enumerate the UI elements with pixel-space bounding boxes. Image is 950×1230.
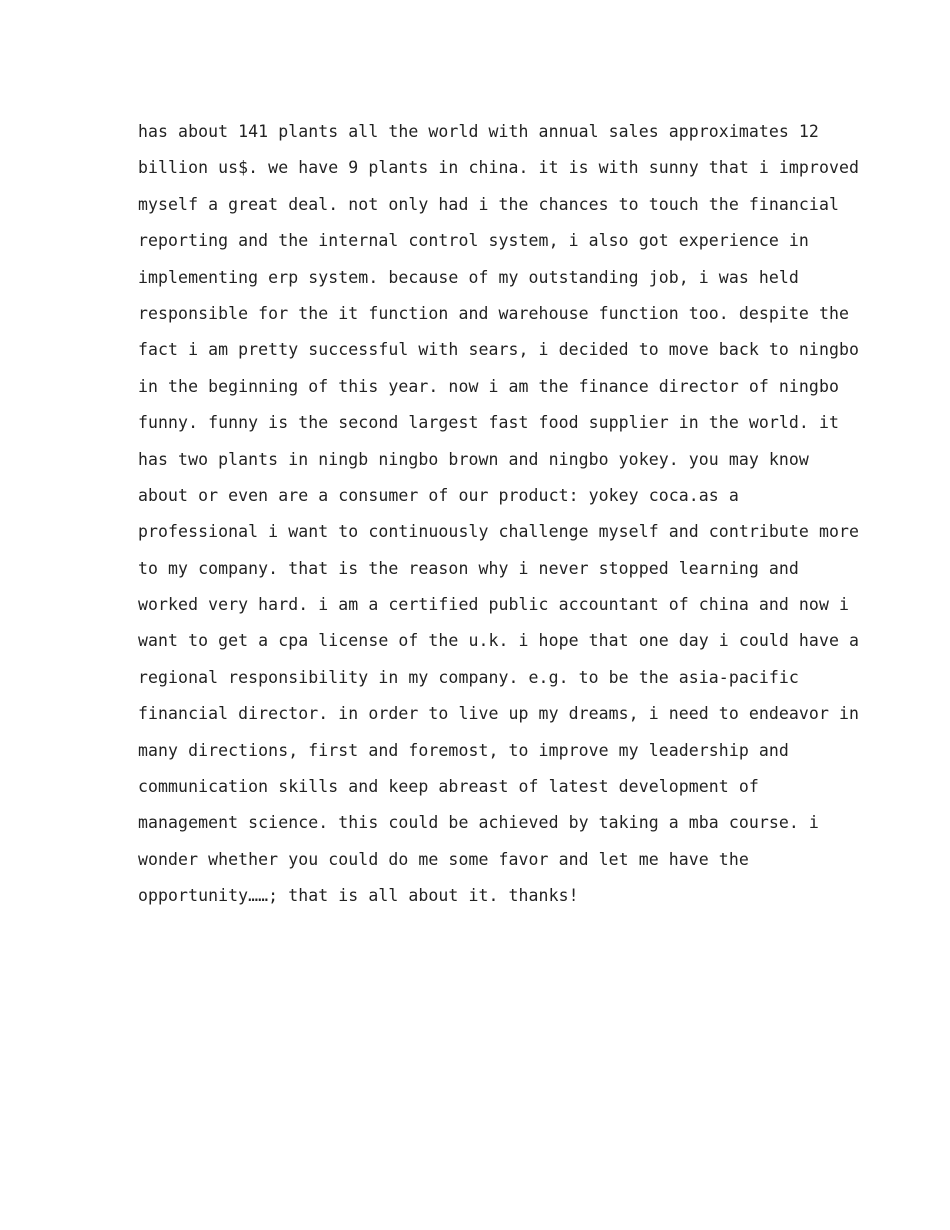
text-line: has two plants in ningb ningbo brown and ningbo yokey. you may know	[138, 449, 809, 469]
text-line: responsible for the it function and warehouse function too. despite the	[138, 303, 849, 323]
text-line: management science. this could be achieved by taking a mba course. i	[138, 813, 819, 833]
text-line: in the beginning of this year. now i am the finance director of ningbo	[138, 376, 839, 396]
text-line: has about 141 plants all the world with annual sales approximates 12	[138, 122, 819, 141]
text-line: regional responsibility in my company. e.g. to be the asia-pacific	[138, 667, 799, 687]
text-line: financial director. in order to live up my dreams, i need to endeavor in	[138, 704, 859, 724]
text-line: myself a great deal. not only had i the chances to touch the financial	[138, 194, 839, 214]
text-line: opportunity……; that is all about it. thanks!	[138, 886, 579, 906]
text-line: funny. funny is the second largest fast food supplier in the world. it	[138, 413, 839, 433]
text-line: many directions, first and foremost, to improve my leadership and	[138, 740, 789, 760]
text-line: wonder whether you could do me some favor and let me have the	[138, 849, 749, 869]
text-line: communication skills and keep abreast of latest development of	[138, 777, 759, 797]
text-line: professional i want to continuously challenge myself and contribute more	[138, 522, 859, 542]
text-line: billion us$. we have 9 plants in china. it is with sunny that i improved	[138, 158, 859, 178]
text-line: worked very hard. i am a certified public accountant of china and now i	[138, 595, 849, 615]
body-paragraph	[138, 114, 859, 915]
text-line: want to get a cpa license of the u.k. i hope that one day i could have a	[138, 631, 859, 651]
text-line: about or even are a consumer of our product: yokey coca.as a	[138, 485, 739, 505]
text-line: to my company. that is the reason why i never stopped learning and	[138, 558, 799, 578]
text-line: reporting and the internal control system, i also got experience in	[138, 231, 809, 251]
text-line: fact i am pretty successful with sears, i decided to move back to ningbo	[138, 340, 859, 360]
text-line: implementing erp system. because of my outstanding job, i was held	[138, 267, 799, 287]
